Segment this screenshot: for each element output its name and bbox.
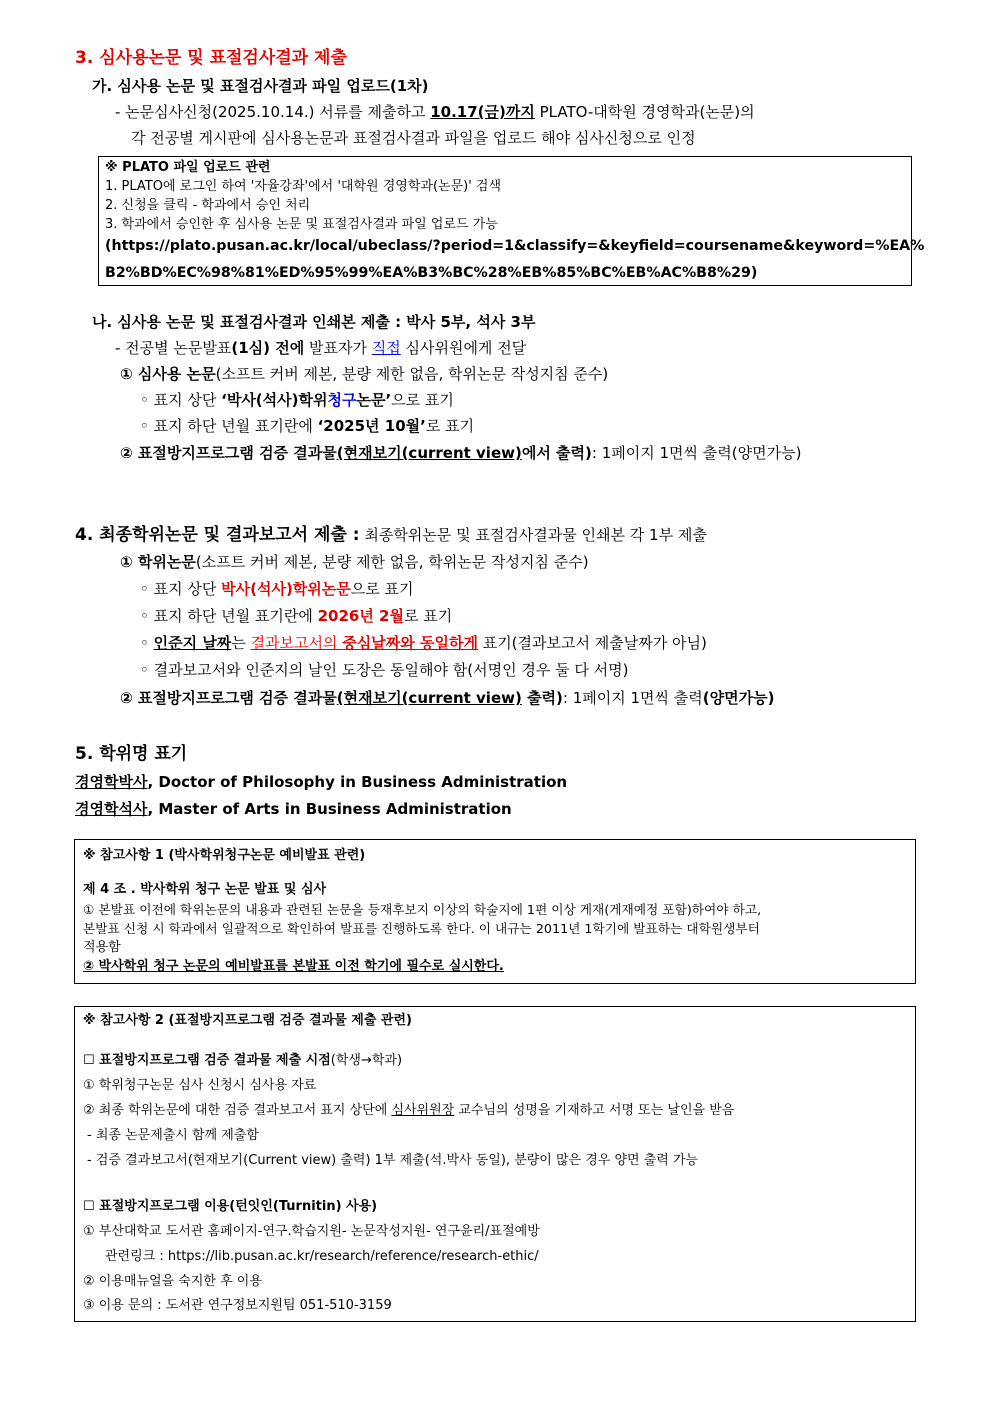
item-end: (양면가능): [702, 689, 775, 707]
text: ◦: [140, 634, 154, 652]
reference-box-2: [74, 1006, 916, 1322]
section4-item1d: ◦ 결과보고서와 인준지의 날인 도장은 동일해야 함(서명인 경우 둘 다 서명): [140, 661, 629, 679]
text-red-bold-underline: 중심날짜와 동일하게: [342, 634, 478, 652]
section3b-title: 나. 심사용 논문 및 표절검사결과 인쇄본 제출 : 박사 5부, 석사 3부: [92, 313, 536, 331]
ref2-line3: - 최종 논문제출시 함께 제출함: [87, 1128, 259, 1143]
text: ◦ 표지 상단: [140, 391, 222, 409]
text: 는: [231, 634, 251, 652]
plato-upload-box: [98, 156, 925, 286]
section3a-title: 가. 심사용 논문 및 표절검사결과 파일 업로드(1차): [92, 77, 429, 95]
ref1-para1: ① 본발표 이전에 학위논문의 내용과 관련된 논문을 등재후보지 이상의 학술지에 1편 이상 게재(게재예정 포함)하여야 하고,: [83, 902, 762, 917]
degree-korean: 경영학박사: [75, 773, 148, 791]
text: - 논문심사신청(2025.10.14.) 서류를 제출하고: [115, 103, 431, 121]
section3b-item1b: [140, 416, 474, 436]
item-label: ② 표절방지프로그램 검증 결과물: [120, 689, 337, 707]
section3b-line1: [115, 338, 526, 358]
ref1-title: ※ 참고사항 1 (박사학위청구논문 예비발표 관련): [83, 848, 366, 863]
text: - 전공별 논문발표: [115, 339, 232, 357]
text: 교수님의 성명을 기재하고 서명 또는 날인을 받음: [454, 1103, 735, 1118]
plato-box-step2: 2. 신청을 클릭 - 학과에서 승인 처리: [105, 198, 311, 213]
item-text: : 1페이지 1면씩 출력: [562, 689, 703, 707]
ref2-m4: ③ 이용 문의 : 도서관 연구정보지원팀 051-510-3159: [83, 1298, 392, 1313]
text: 로 표기: [403, 607, 453, 625]
section3a-line2: 각 전공별 게시판에 심사용논문과 표절검사결과 파일을 업로드 해야 심사신청으로 인정: [131, 129, 696, 147]
ref2-link[interactable]: 관련링크 : https://lib.pusan.ac.kr/research/reference/research-ethic/: [105, 1249, 539, 1264]
text: ◦ 표지 상단: [140, 580, 222, 598]
text-bold: (1심) 전에: [231, 339, 305, 357]
ref2-line4: - 검증 결과보고서(현재보기(Current view) 출력) 1부 제출(석.박사 동일), 분량이 많은 경우 양면 출력 가능: [87, 1153, 699, 1168]
text: ◦ 표지 하단 년월 표기란에: [140, 417, 318, 435]
heading-bold: ☐ 표절방지프로그램 검증 결과물 제출 시점: [83, 1053, 331, 1068]
text: PLATO-대학원 경영학과(논문)의: [534, 103, 755, 121]
section4-item1b: [140, 606, 452, 626]
text: 심사위원에게 전달: [400, 339, 527, 357]
text-bold: 논문’: [356, 391, 392, 409]
text-bold: ‘2025년 10월’: [317, 417, 426, 435]
degree-english: , Master of Arts in Business Administration: [147, 800, 512, 818]
text-bold-underline: 인준지 날짜: [153, 634, 232, 652]
plato-box-title: ※ PLATO 파일 업로드 관련: [105, 160, 271, 175]
degree-english: , Doctor of Philosophy in Business Administration: [147, 773, 568, 791]
item-underline: (현재보기(current view): [336, 689, 522, 707]
text: ② 최종 학위논문에 대한 검증 결과보고서 표지 상단에: [83, 1103, 392, 1118]
section3b-item1a: [140, 390, 454, 410]
ref2-heading1: [83, 1052, 402, 1069]
item-label: ② 표절방지프로그램 검증 결과물: [120, 444, 337, 462]
ref1-para4: ② 박사학위 청구 논문의 예비발표를 본발표 이전 학기에 필수로 실시한다.: [83, 959, 504, 974]
degree-korean: 경영학석사: [75, 800, 148, 818]
text-red-underline: 결과보고서의: [250, 634, 343, 652]
section4-item1a: [140, 579, 414, 599]
section4-item2: [120, 688, 774, 708]
item-label: 출력): [521, 689, 563, 707]
item-label: ① 학위논문: [120, 553, 196, 571]
section3-title: 3. 심사용논문 및 표절검사결과 제출: [75, 48, 347, 68]
plato-box-step3: 3. 학과에서 승인한 후 심사용 논문 및 표절검사결과 파일 업로드 가능: [105, 217, 498, 232]
heading-rest: (학생→학과): [330, 1053, 403, 1068]
section3b-item2: [120, 443, 801, 463]
title-bold: 4. 최종학위논문 및 결과보고서 제출 :: [75, 525, 360, 545]
degree-doctor: [75, 772, 567, 792]
text: 로 표기: [425, 417, 475, 435]
reference-box-1: [74, 839, 916, 984]
item-text: (소프트 커버 제본, 분량 제한 없음, 학위논문 작성지침 준수): [215, 365, 609, 383]
ref2-line1: ① 학위청구논문 심사 신청시 심사용 자료: [83, 1078, 317, 1093]
item-label: 에서 출력): [521, 444, 592, 462]
title-rest: 최종학위논문 및 표절검사결과물 인쇄본 각 1부 제출: [359, 526, 707, 544]
text-blue: 청구: [327, 391, 357, 409]
item-text: : 1페이지 1면씩 출력(양면가능): [591, 444, 802, 462]
ref1-para3: 적용함: [83, 940, 121, 955]
item-label: ① 심사용 논문: [120, 365, 216, 383]
item-underline: (현재보기(current view): [336, 444, 522, 462]
text: ◦ 표지 하단 년월 표기란에: [140, 607, 318, 625]
text: 발표자가: [304, 339, 372, 357]
section3b-item1: [120, 364, 608, 384]
text: 으로 표기: [350, 580, 414, 598]
ref1-para2: 본발표 신청 시 학과에서 일괄적으로 확인하여 발표를 진행하도록 한다. 이 내규는 2011년 1학기에 발표하는 대학원생부터: [83, 921, 760, 936]
ref1-article: 제 4 조 . 박사학위 청구 논문 발표 및 심사: [83, 882, 327, 897]
text: 표기(결과보고서 제출날짜가 아님): [477, 634, 707, 652]
ref2-heading2: ☐ 표절방지프로그램 이용(턴잇인(Turnitin) 사용): [83, 1199, 378, 1214]
text-direct: 직접: [371, 339, 401, 357]
text-underline: 심사위원장: [391, 1103, 455, 1118]
plato-url-line2[interactable]: B2%BD%EC%98%81%ED%95%99%EA%B3%BC%28%EB%85%BC%EB%AC%B8%29): [105, 265, 758, 281]
degree-master: [75, 799, 512, 819]
section4-item1: [120, 552, 589, 572]
ref2-m1: ① 부산대학교 도서관 홈페이지-연구.학습지원- 논문작성지원- 연구윤리/표절예방: [83, 1224, 540, 1239]
section4-item1c: [140, 633, 707, 653]
deadline: 10.17(금)까지: [430, 103, 535, 121]
ref2-m3: ② 이용매뉴얼을 숙지한 후 이용: [83, 1274, 262, 1289]
section5-title: 5. 학위명 표기: [75, 744, 188, 764]
section4-title: [75, 525, 707, 545]
text-bold: ‘박사(석사)학위: [221, 391, 328, 409]
ref2-title: ※ 참고사항 2 (표절방지프로그램 검증 결과물 제출 관련): [83, 1013, 412, 1028]
text-red: 2026년 2월: [317, 607, 404, 625]
section3a-line1: [115, 102, 755, 122]
text-red: 박사(석사)학위논문: [221, 580, 351, 598]
plato-url-line1[interactable]: (https://plato.pusan.ac.kr/local/ubeclass/?period=1&classify=&keyfield=coursename&keyword=%EA%: [105, 238, 925, 254]
plato-box-step1: 1. PLATO에 로그인 하여 '자율강좌'에서 '대학원 경영학과(논문)' 검색: [105, 179, 502, 194]
ref2-line2: [83, 1102, 734, 1119]
text: 으로 표기: [391, 391, 454, 409]
item-text: (소프트 커버 제본, 분량 제한 없음, 학위논문 작성지침 준수): [195, 553, 589, 571]
